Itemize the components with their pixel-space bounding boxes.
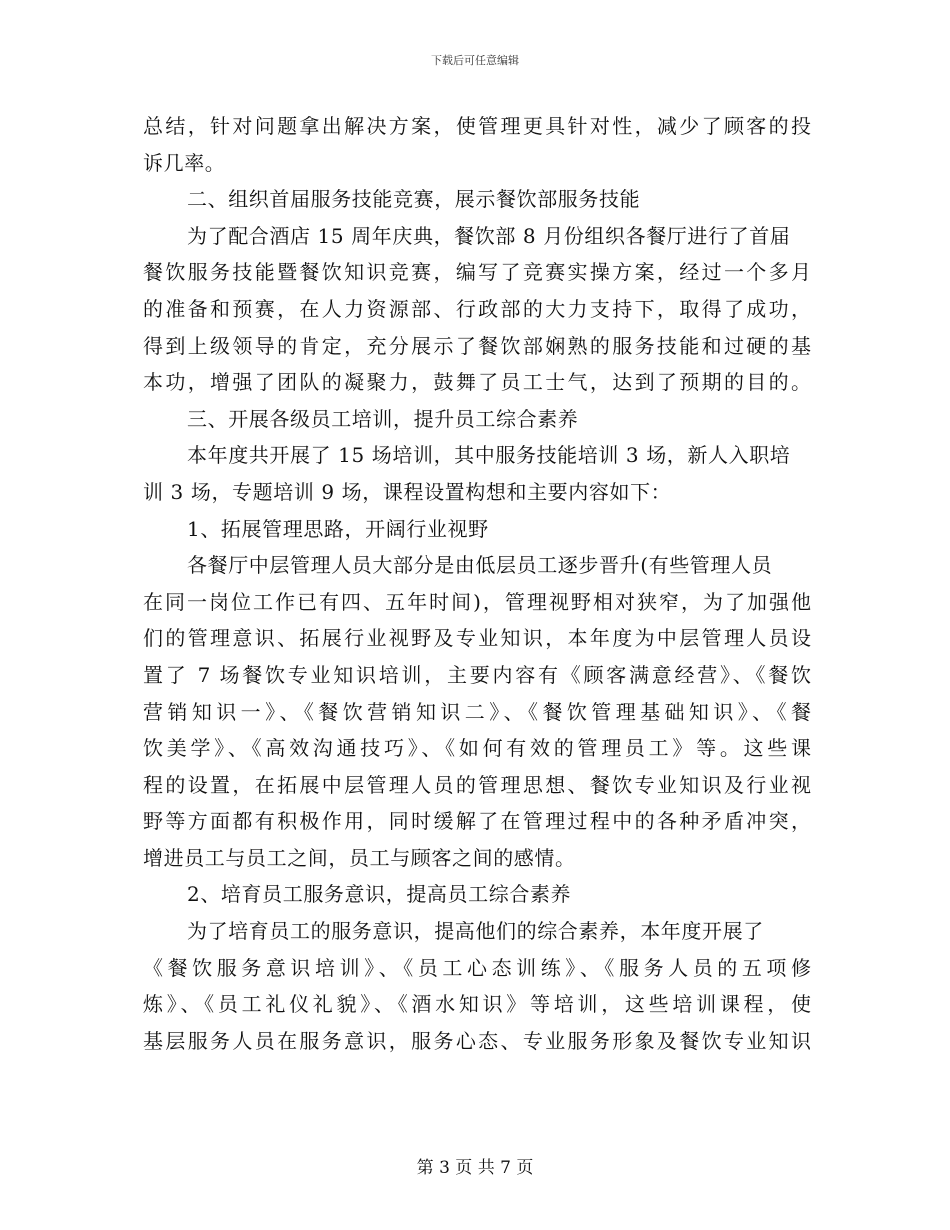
body-line: 本年度共开展了 15 场培训，其中服务技能培训 3 场，新人入职培 bbox=[187, 443, 791, 468]
body-line: 本功，增强了团队的凝聚力，鼓舞了员工士气，达到了预期的目的。 bbox=[143, 370, 811, 395]
body-line: 餐饮服务技能暨餐饮知识竞赛，编写了竞赛实操方案，经过一个多月 bbox=[143, 260, 811, 285]
body-line: 营销知识一》、《餐饮营销知识二》、《餐饮管理基础知识》、《餐 bbox=[143, 699, 811, 724]
section-heading: 三、开展各级员工培训，提升员工综合素养 bbox=[187, 406, 579, 431]
body-line: 训 3 场，专题培训 9 场，课程设置构想和主要内容如下： bbox=[143, 479, 672, 504]
body-line: 程的设置，在拓展中层管理人员的管理思想、餐饮专业知识及行业视 bbox=[143, 772, 811, 797]
body-line: 为了培育员工的服务意识，提高他们的综合素养，本年度开展了 bbox=[187, 919, 764, 944]
body-line: 的准备和预赛，在人力资源部、行政部的大力支持下，取得了成功， bbox=[143, 296, 811, 321]
page-footer bbox=[0, 1153, 950, 1178]
body-line: 们的管理意识、拓展行业视野及专业知识，本年度为中层管理人员设 bbox=[143, 626, 811, 651]
page-header-note: 下载后可任意编辑 bbox=[431, 54, 519, 67]
body-line: 诉几率。 bbox=[143, 150, 226, 175]
body-line: 野等方面都有积极作用，同时缓解了在管理过程中的各种矛盾冲突， bbox=[143, 809, 811, 834]
body-line: 《餐饮服务意识培训》、《员工心态训练》、《服务人员的五项修 bbox=[143, 955, 811, 980]
body-line: 总结，针对问题拿出解决方案，使管理更具针对性，减少了顾客的投 bbox=[143, 114, 811, 138]
body-line: 置了 7 场餐饮专业知识培训，主要内容有《顾客满意经营》、《餐饮 bbox=[143, 662, 811, 687]
body-line: 增进员工与员工之间，员工与顾客之间的感情。 bbox=[143, 845, 576, 870]
page-number-label: 第 3 页 共 7 页 bbox=[416, 1158, 534, 1178]
section-heading: 二、组织首届服务技能竞赛，展示餐饮部服务技能 bbox=[187, 187, 641, 212]
subsection-heading: 2、培育员工服务意识，提高员工综合素养 bbox=[187, 882, 572, 907]
body-line: 为了配合酒店 15 周年庆典，餐饮部 8 月份组织各餐厅进行了首届 bbox=[187, 223, 791, 248]
body-line: 在同一岗位工作已有四、五年时间)，管理视野相对狭窄，为了加强他 bbox=[143, 589, 811, 614]
body-line: 炼》、《员工礼仪礼貌》、《酒水知识》等培训，这些培训课程，使 bbox=[143, 992, 811, 1017]
body-line: 基层服务人员在服务意识，服务心态、专业服务形象及餐饮专业知识 bbox=[143, 1028, 811, 1053]
document-body bbox=[143, 108, 811, 1059]
body-line: 各餐厅中层管理人员大部分是由低层员工逐步晋升(有些管理人员 bbox=[187, 553, 773, 578]
subsection-heading: 1、拓展管理思路，开阔行业视野 bbox=[187, 516, 489, 541]
body-line: 得到上级领导的肯定，充分展示了餐饮部娴熟的服务技能和过硬的基 bbox=[143, 333, 811, 358]
body-line: 饮美学》、《高效沟通技巧》、《如何有效的管理员工》等。这些课 bbox=[143, 736, 811, 761]
